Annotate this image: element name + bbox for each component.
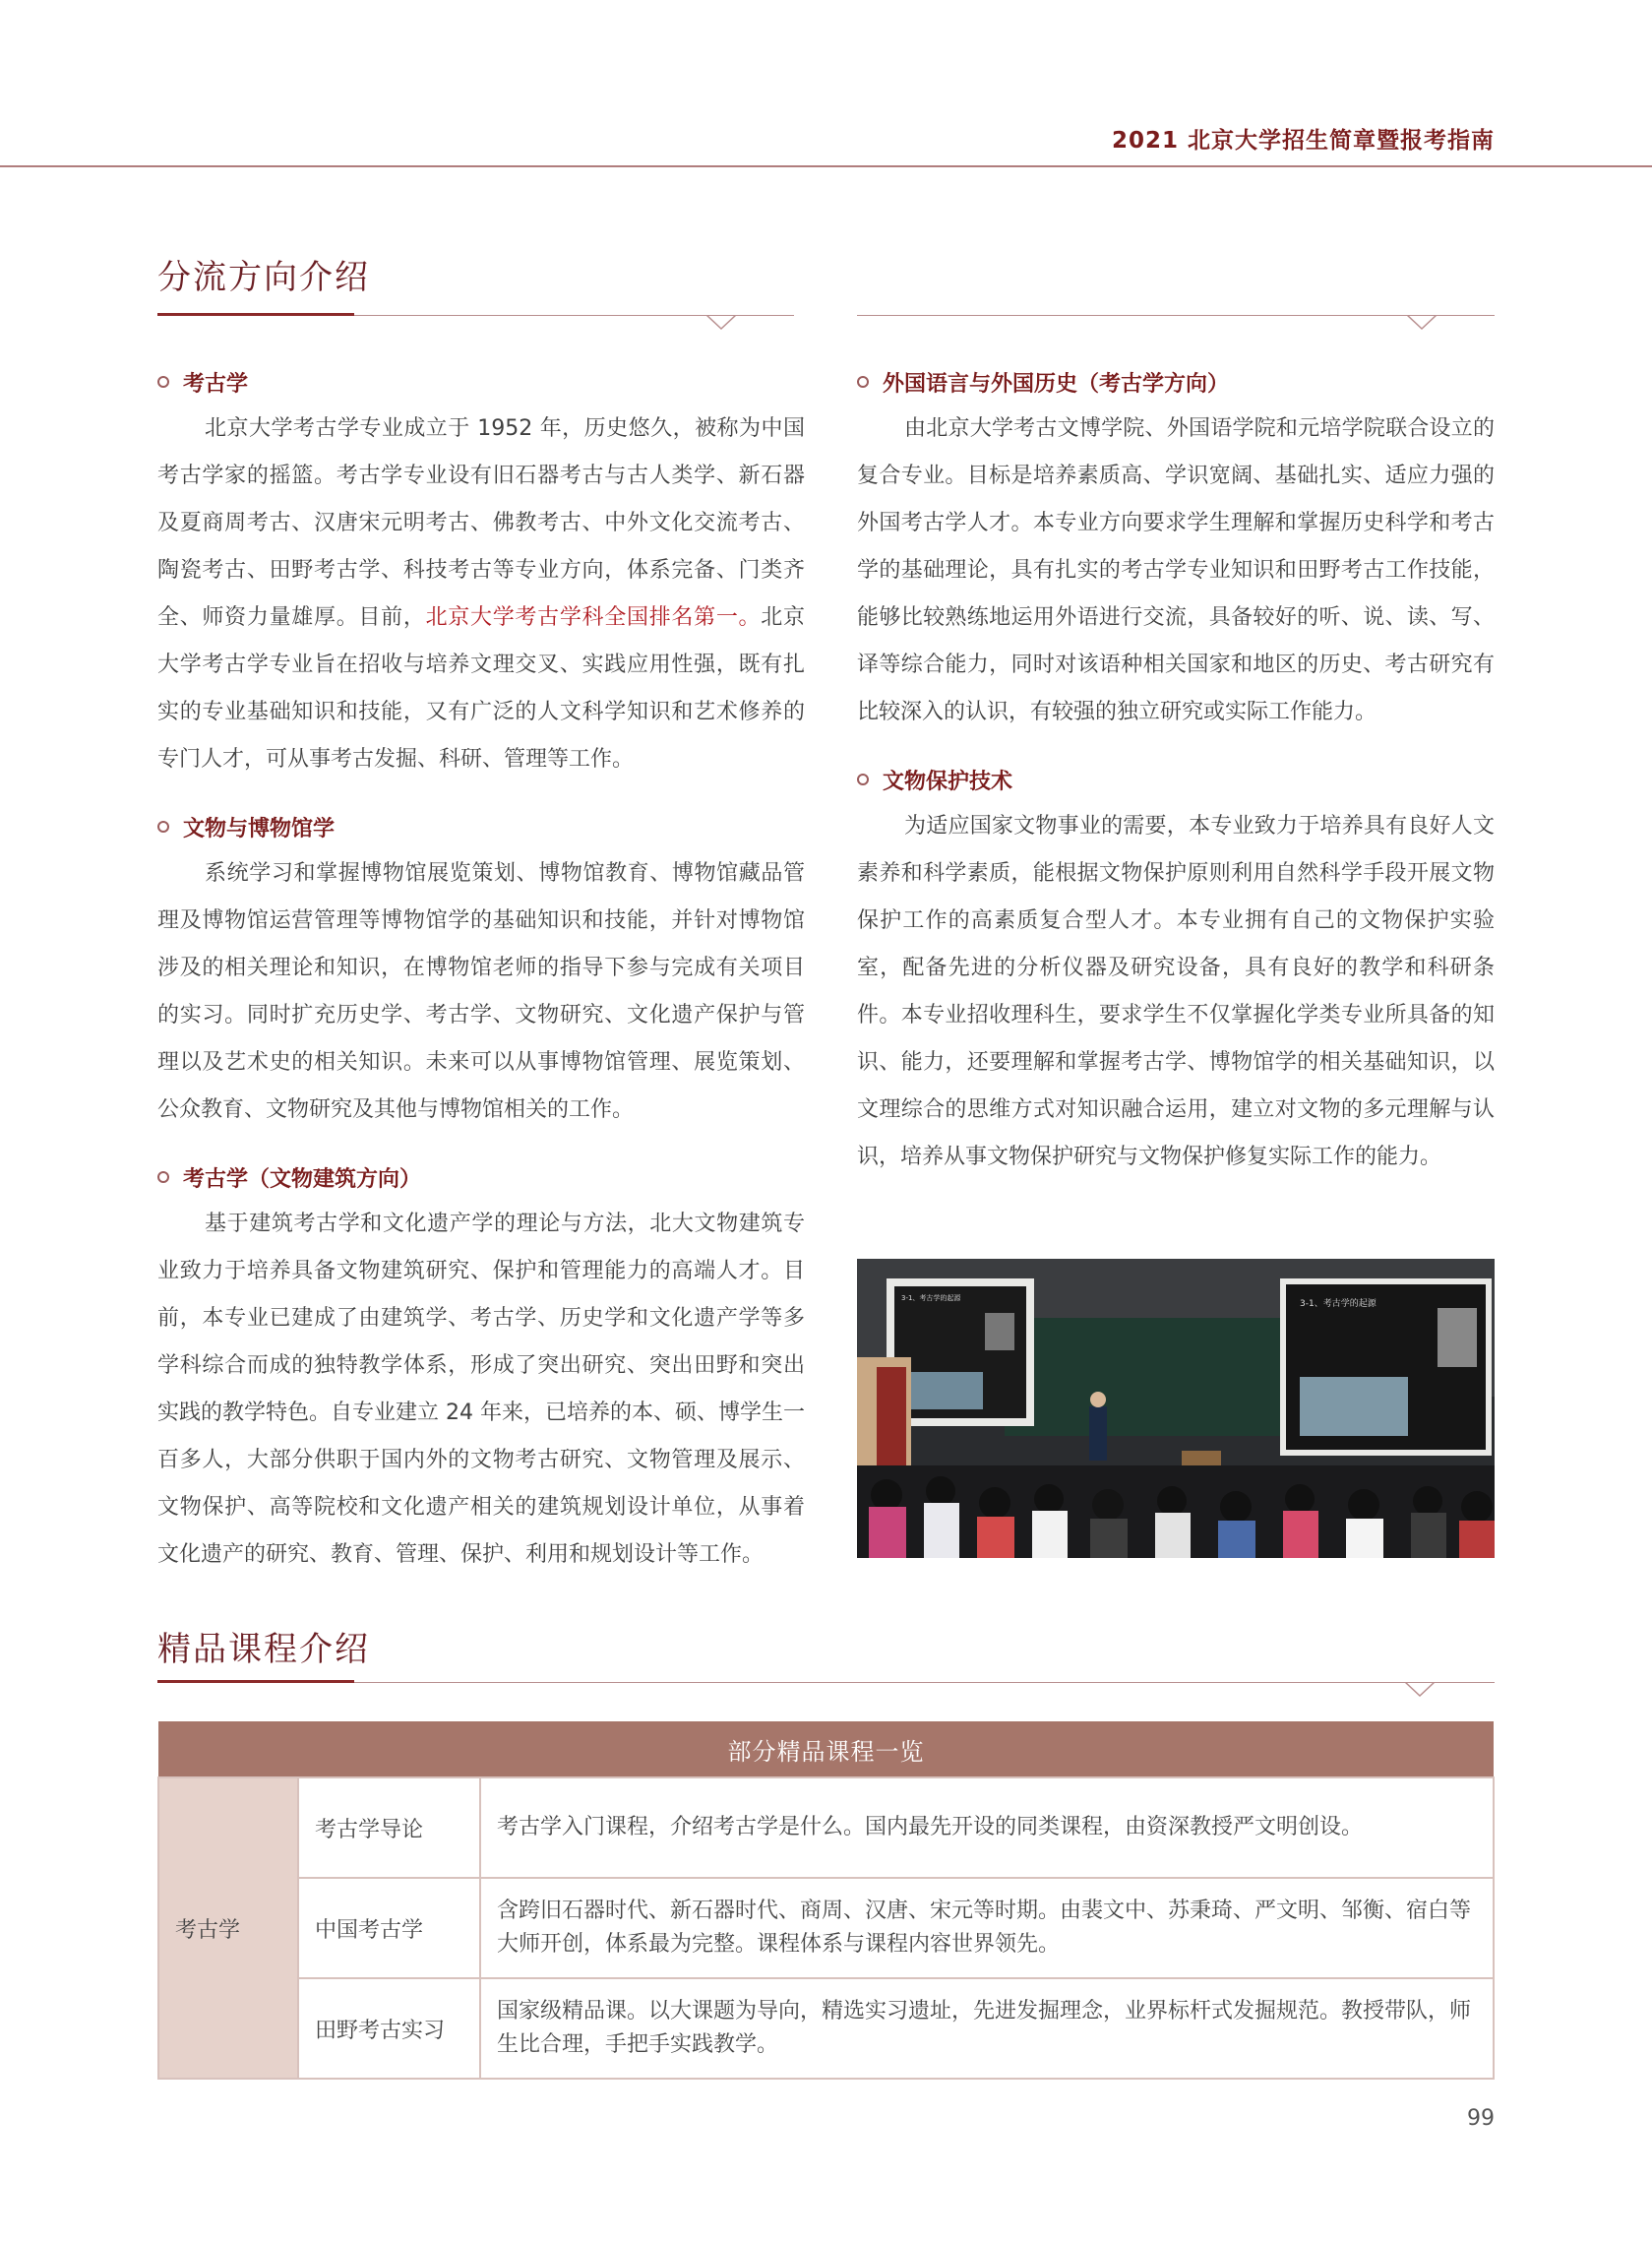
table-row (158, 1978, 1494, 2079)
course-name: 田野考古实习 (298, 1978, 480, 2079)
circle-bullet-icon (157, 1171, 169, 1183)
circle-bullet-icon (857, 774, 869, 785)
section-title-courses: 精品课程介绍 (157, 1630, 370, 1669)
ranking-highlight: 北京大学考古学科全国排名第一。 (425, 605, 762, 630)
section-rule (857, 315, 1495, 316)
circle-bullet-icon (157, 376, 169, 388)
paragraph-conservation: 为适应国家文物事业的需要，本专业致力于培养具有良好人文素养和科学素质，能根据文物保护原则利用自然科学手段开展文物保护工作的高素质复合型人才。本专业拥有自己的文物保护实验室，配备先进的分析仪器及研究设备，具有良好的教学和科研条件。本专业招收理科生，要求学生不仅掌握化学类专业所具备的知识、能力，还要理解和掌握考古学、博物馆学的相关基础知识，以文理综合的思维方式对知识融合运用，建立对文物的多元理解与认识，培养从事文物保护研究与文物保护修复实际工作的能力。 (857, 814, 1495, 1169)
paragraph-museology: 系统学习和掌握博物馆展览策划、博物馆教育、博物馆藏品管理及博物馆运营管理等博物馆学的基础知识和技能，并针对博物馆涉及的相关理论和知识，在博物馆老师的指导下参与完成有关项目的实习。同时扩充历史学、考古学、文物研究、文化遗产保护与管理以及艺术史的相关知识。未来可以从事博物馆管理、展览策划、公众教育、文物研究及其他与博物馆相关的工作。 (157, 861, 805, 1122)
table-row (158, 1777, 1494, 1878)
section-rule-accent (157, 313, 354, 316)
paragraph-archaeology: 北京大学考古学专业成立于 1952 年，历史悠久，被称为中国考古学家的摇篮。考古学专业设有旧石器考古与古人类学、新石器及夏商周考古、汉唐宋元明考古、佛教考古、中外文化交流考古、陶瓷考古、田野考古学、科技考古等专业方向，体系完备、门类齐全、师资力量雄厚。目前，北京大学考古学科全国排名第一。北京大学考古学专业旨在招收与培养文理交叉、实践应用性强，既有扎实的专业基础知识和技能，又有广泛的人文科学知识和艺术修养的专门人才，可从事考古发掘、科研、管理等工作。 (157, 416, 805, 772)
circle-bullet-icon (157, 821, 169, 833)
header-rule (0, 165, 1652, 167)
paragraph-architecture: 基于建筑考古学和文化遗产学的理论与方法，北大文物建筑专业致力于培养具备文物建筑研究、保护和管理能力的高端人才。目前，本专业已建成了由建筑学、考古学、历史学和文化遗产学等多学科综合而成的独特教学体系，形成了突出研究、突出田野和突出实践的教学特色。自专业建立 24 年来，已培养的本、硕、博学生一百多人，大部分供职于国内外的文物考古研究、文物管理及展示、文物保护、高等院校和文化遗产相关的建筑规划设计单位，从事着文化遗产的研究、教育、管理、保护、利用和规划设计等工作。 (157, 1212, 805, 1567)
right-column (857, 364, 1495, 1181)
course-name: 中国考古学 (298, 1878, 480, 1978)
course-table (157, 1721, 1495, 2080)
running-header: 2021 北京大学招生简章暨报考指南 (1111, 128, 1495, 154)
course-desc: 考古学入门课程，介绍考古学是什么。国内最先开设的同类课程，由资深教授严文明创设。 (480, 1777, 1494, 1878)
section-rule (354, 1682, 1495, 1683)
category-cell: 考古学 (158, 1777, 298, 2079)
section-title-streams: 分流方向介绍 (157, 258, 370, 297)
subheading-architecture: 考古学（文物建筑方向） (157, 1159, 805, 1195)
left-column (157, 364, 805, 1579)
course-desc: 含跨旧石器时代、新石器时代、商周、汉唐、宋元等时期。由裴文中、苏秉琦、严文明、邹衡、宿白等大师开创，体系最为完整。课程体系与课程内容世界领先。 (480, 1878, 1494, 1978)
chevron-down-icon (1407, 315, 1437, 333)
slide-title: 3-1、考古学的起源 (901, 1294, 961, 1302)
subheading-archaeology: 考古学 (157, 364, 805, 400)
course-name: 考古学导论 (298, 1777, 480, 1878)
lecture-hall-illustration (857, 1259, 1495, 1558)
slide-title: 3-1、考古学的起源 (1300, 1299, 1377, 1309)
table-title: 部分精品课程一览 (158, 1721, 1494, 1777)
chevron-down-icon (1405, 1682, 1435, 1700)
subheading-museology: 文物与博物馆学 (157, 809, 805, 844)
lecture-photo (857, 1259, 1495, 1558)
circle-bullet-icon (857, 376, 869, 388)
table-row (158, 1878, 1494, 1978)
course-desc: 国家级精品课。以大课题为导向，精选实习遗址，先进发掘理念，业界标杆式发掘规范。教授带队，师生比合理，手把手实践教学。 (480, 1978, 1494, 2079)
chevron-down-icon (706, 315, 736, 333)
course-table-wrapper (157, 1721, 1495, 2080)
subheading-foreign-archaeology: 外国语言与外国历史（考古学方向） (857, 364, 1495, 400)
subheading-conservation: 文物保护技术 (857, 762, 1495, 797)
paragraph-foreign-archaeology: 由北京大学考古文博学院、外国语学院和元培学院联合设立的复合专业。目标是培养素质高、学识宽阔、基础扎实、适应力强的外国考古学人才。本专业方向要求学生理解和掌握历史科学和考古学的基础理论，具有扎实的考古学专业知识和田野考古工作技能，能够比较熟练地运用外语进行交流，具备较好的听、说、读、写、译等综合能力，同时对该语种相关国家和地区的历史、考古研究有比较深入的认识，有较强的独立研究或实际工作能力。 (857, 416, 1495, 724)
page-number: 99 (1467, 2106, 1495, 2131)
section-rule-accent (157, 1680, 354, 1683)
